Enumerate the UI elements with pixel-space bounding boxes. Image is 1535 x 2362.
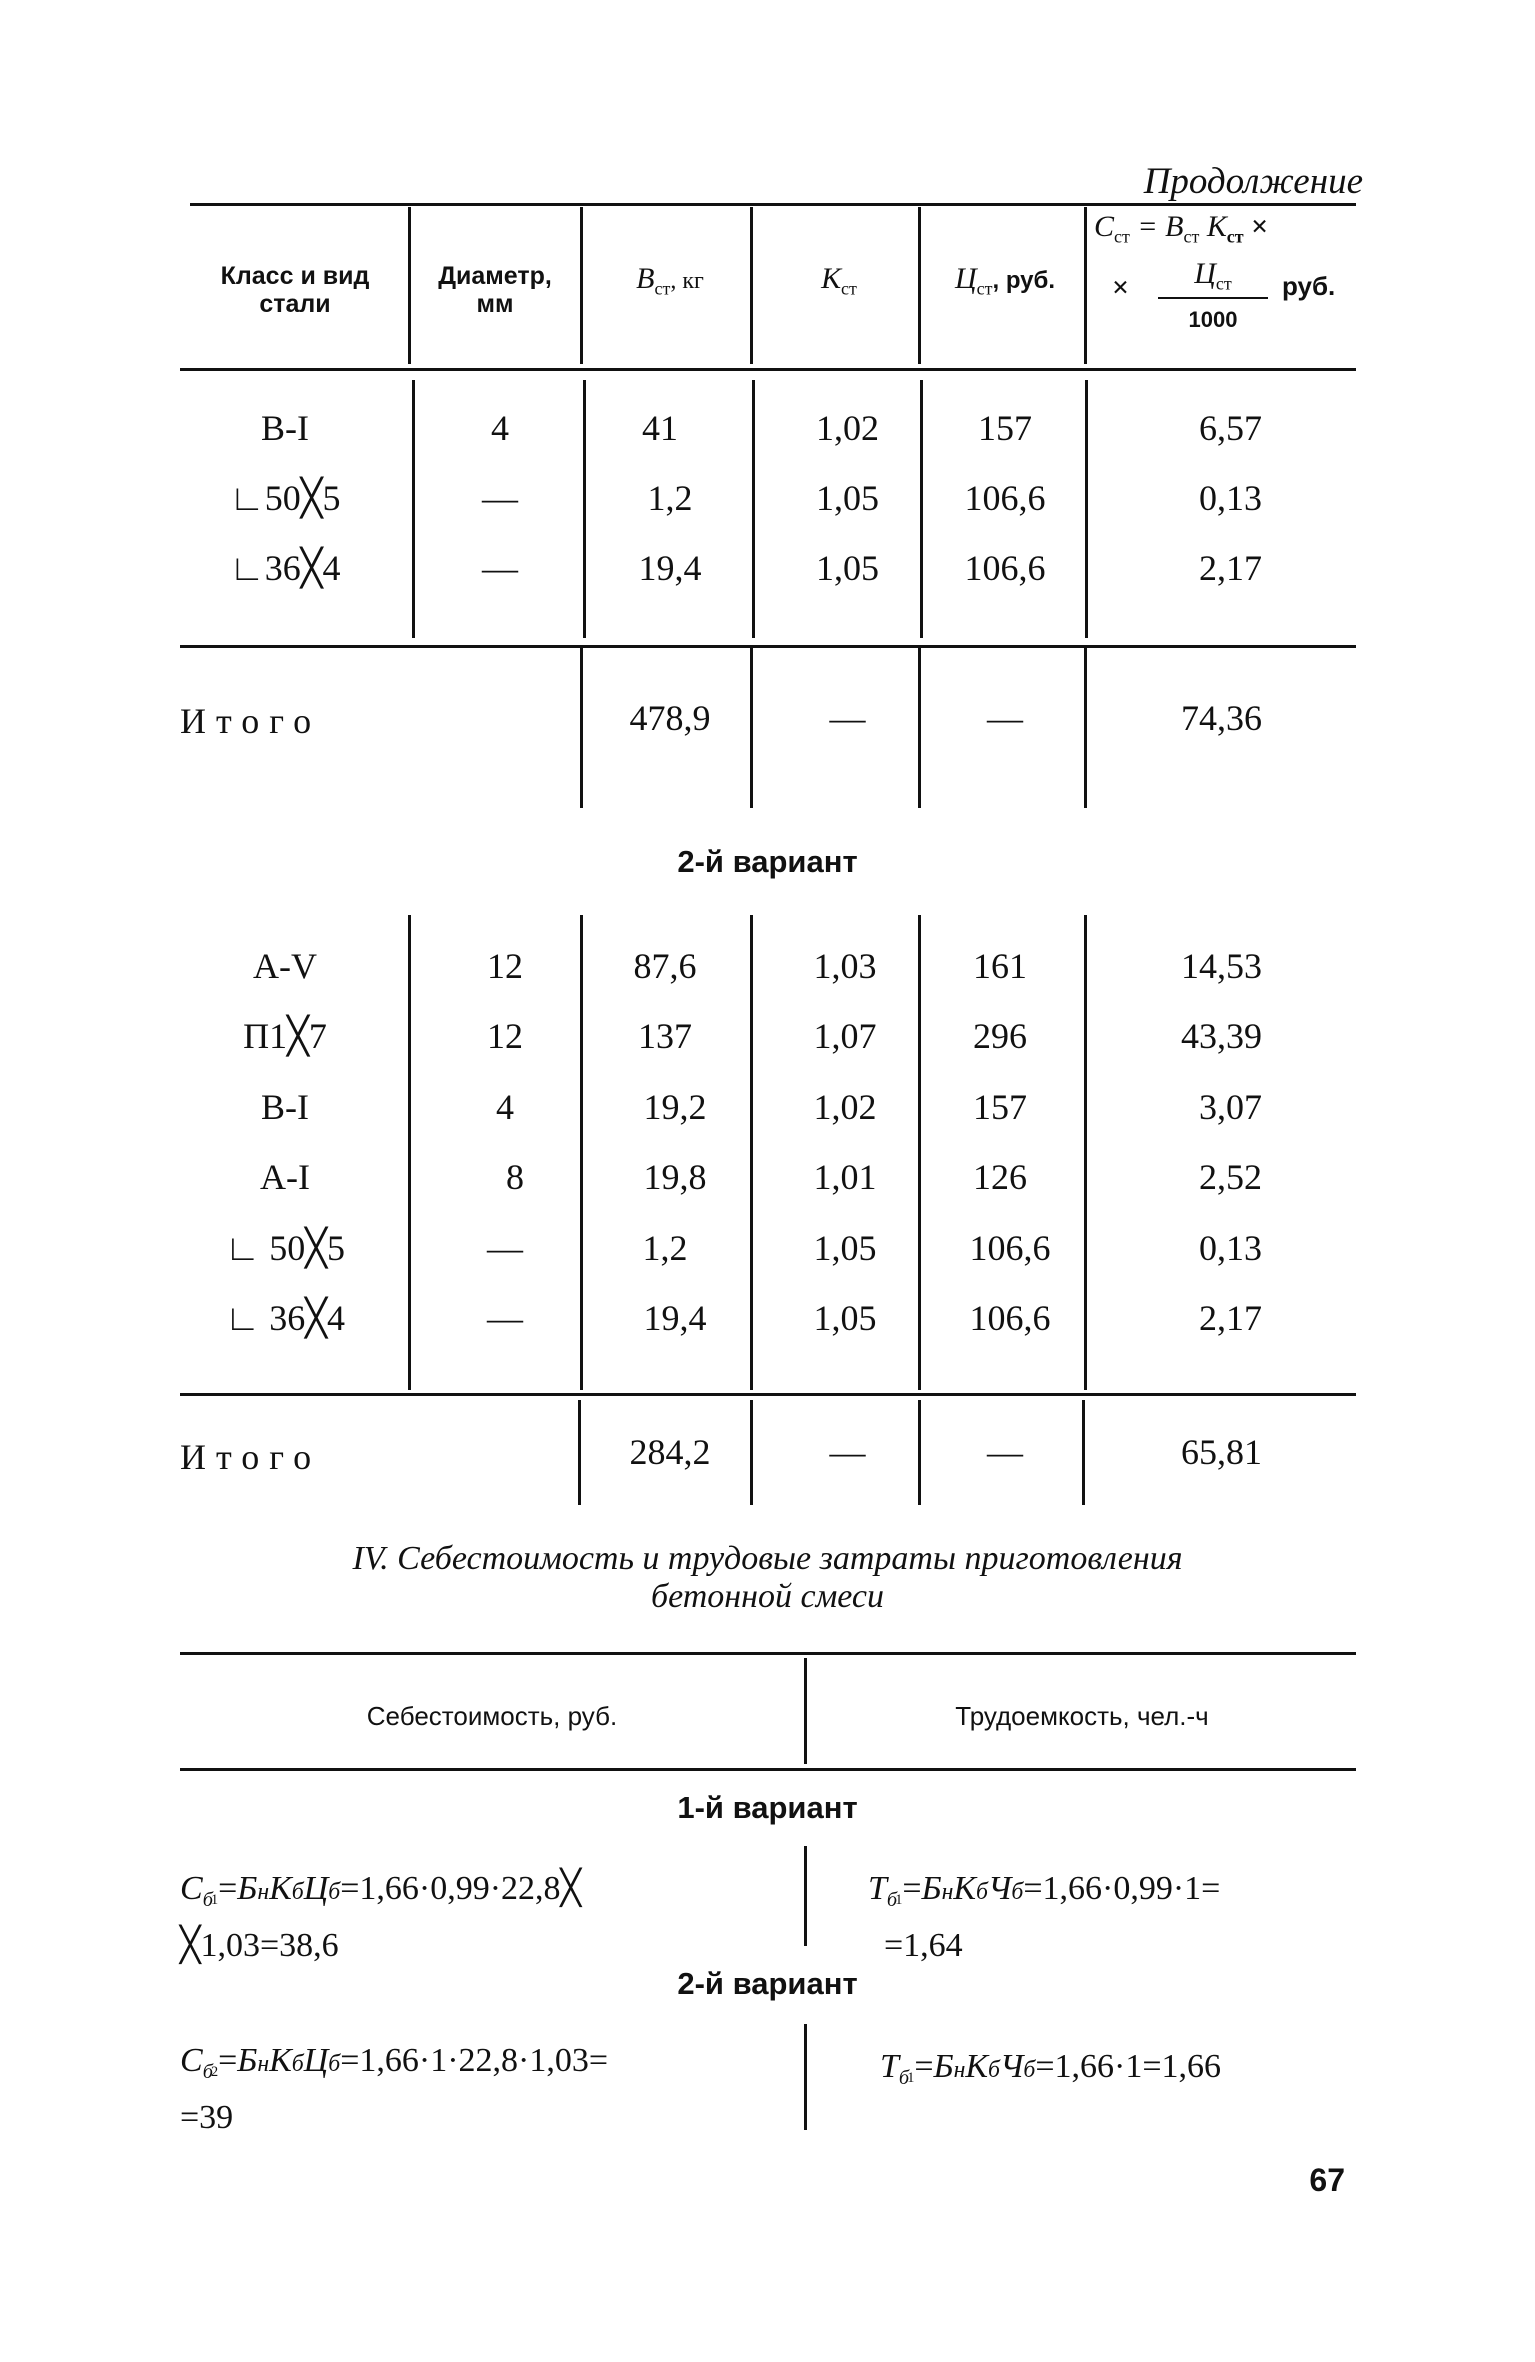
v2-labor-formula: $Т_{б1}=БнКбЧб=1,66\cdot 1=1,66$ (880, 2048, 1222, 2090)
header-k: $К_{ст}$ (821, 262, 857, 299)
continuation-label: Продолжение (1143, 161, 1363, 202)
mass-cell: 1,2 (642, 1228, 688, 1268)
section-title-line1: IV. Себестоимость и трудовые затраты приготовления (352, 1540, 1183, 1577)
total-cost: 74,36 (1181, 698, 1262, 738)
body-divider (1085, 380, 1088, 638)
price-cell: 157 (978, 408, 1032, 448)
steel-cell: А-V (253, 946, 317, 986)
steel-cell: ∟36╳4 (229, 548, 341, 588)
steel-cell: А-I (260, 1157, 310, 1197)
steel-cell: В-I (261, 408, 309, 448)
section-header-divider (804, 1658, 807, 1764)
diameter-cell: 12 (487, 1016, 523, 1056)
diameter-cell: — (487, 1298, 523, 1338)
price-cell: 296 (973, 1016, 1027, 1056)
header-price: $Ц_{ст}$, руб. (954, 262, 1056, 299)
cost-cell: 0,13 (1199, 1228, 1262, 1268)
table-top-rule (190, 203, 1356, 206)
group1-total-rule (180, 645, 1356, 648)
cost-cell: 3,07 (1199, 1087, 1262, 1127)
price-cell: 161 (973, 946, 1027, 986)
k-cell: 1,05 (816, 478, 879, 518)
k-cell: 1,01 (813, 1157, 877, 1197)
steel-cell: ∟ 50╳5 (225, 1228, 345, 1268)
price-cell: 157 (973, 1087, 1027, 1127)
total-label: Итого (180, 1437, 322, 1477)
header-diameter: Диаметр, мм (438, 262, 552, 318)
diameter-cell: 12 (487, 946, 523, 986)
k-cell: 1,05 (813, 1298, 877, 1338)
diameter-cell: — (482, 548, 518, 588)
header-divider (580, 207, 583, 364)
total-price: — (987, 698, 1023, 738)
v1-cost-formula: $С_{б1}=БнКбЦб=1,66\cdot 0,99\cdot 22,8╳$ ╳1,03=38,6 (180, 1870, 582, 1965)
group2-total-rule (180, 1393, 1356, 1396)
mass-cell: 137 (638, 1016, 692, 1056)
k-cell: 1,07 (813, 1016, 877, 1056)
k-cell: 1,05 (813, 1228, 877, 1268)
total-divider (578, 1400, 581, 1505)
total-mass: 478,9 (629, 698, 711, 738)
header-bottom-rule (180, 368, 1356, 371)
header-labor: Трудоемкость, чел.-ч (955, 1701, 1209, 1731)
total-k: — (829, 1432, 866, 1472)
cost-cell: 2,17 (1199, 1298, 1262, 1338)
total-divider (750, 648, 753, 808)
mass-cell: 1,2 (647, 478, 693, 518)
diameter-cell: — (487, 1228, 523, 1268)
header-divider (408, 207, 411, 364)
total-price: — (987, 1432, 1023, 1472)
body-divider (752, 380, 755, 638)
diameter-cell: 8 (506, 1157, 524, 1197)
diameter-cell: 4 (496, 1087, 514, 1127)
header-divider (918, 207, 921, 364)
body-divider (583, 380, 586, 638)
mass-cell: 41 (642, 408, 678, 448)
total-k: — (829, 698, 866, 738)
price-cell: 106,6 (969, 1298, 1051, 1338)
header-mass: $В_{ст}$, кг (636, 262, 704, 299)
total-divider (750, 1400, 753, 1505)
total-label: Итого (180, 701, 322, 741)
header-steel-class: Класс и вид стали (220, 262, 370, 318)
price-cell: 106,6 (964, 478, 1046, 518)
variant-1-heading: 1-й вариант (677, 1790, 858, 1825)
total-cost: 65,81 (1181, 1432, 1262, 1472)
cost-cell: 2,52 (1199, 1157, 1262, 1197)
body-divider (412, 380, 415, 638)
mass-cell: 19,2 (643, 1087, 707, 1127)
variant-2-heading: 2-й вариант (677, 844, 858, 879)
header-cost-formula: $С_{ст} = В_{ст}$ $К_{ст}$ × × $Ц_{ст}$ руб. 1000 (1094, 210, 1336, 333)
steel-cell: В-I (261, 1087, 309, 1127)
body-divider (580, 915, 583, 1390)
mass-cell: 19,4 (643, 1298, 707, 1338)
mass-cell: 87,6 (633, 946, 697, 986)
cost-cell: 0,13 (1199, 478, 1262, 518)
cost-cell: 6,57 (1199, 408, 1262, 448)
header-cost: Себестоимость, руб. (366, 1701, 618, 1731)
section-title-line2: бетонной смеси (650, 1578, 885, 1615)
v1-labor-formula: $Т_{б1}=БнКбЧб=1,66\cdot 0,99\cdot 1=$ =1,64 (868, 1870, 1221, 1965)
k-cell: 1,02 (813, 1087, 877, 1127)
k-cell: 1,02 (816, 408, 879, 448)
total-mass: 284,2 (629, 1432, 711, 1472)
total-divider (580, 648, 583, 808)
variant-2-heading-section: 2-й вариант (677, 1966, 858, 2001)
mass-cell: 19,8 (643, 1157, 707, 1197)
k-cell: 1,05 (816, 548, 879, 588)
diameter-cell: 4 (491, 408, 509, 448)
mass-cell: 19,4 (638, 548, 702, 588)
formula-divider (804, 2024, 807, 2130)
section-top-rule (180, 1652, 1356, 1655)
steel-cell: ∟50╳5 (229, 478, 341, 518)
formula-divider (804, 1846, 807, 1946)
price-cell: 106,6 (964, 548, 1046, 588)
section-header-bottom-rule (180, 1768, 1356, 1771)
price-cell: 126 (973, 1157, 1027, 1197)
header-divider (750, 207, 753, 364)
body-divider (408, 915, 411, 1390)
cost-cell: 43,39 (1181, 1016, 1262, 1056)
steel-cell: П1╳7 (243, 1016, 327, 1056)
v2-cost-formula: $С_{б2}=БнКбЦб=1,66\cdot 1\cdot 22,8\cdot 1,03=$ =39 (180, 2042, 609, 2137)
cost-cell: 14,53 (1181, 946, 1262, 986)
k-cell: 1,03 (813, 946, 877, 986)
diameter-cell: — (482, 478, 518, 518)
page-number: 67 (1309, 2162, 1345, 2198)
steel-cell: ∟ 36╳4 (225, 1298, 345, 1338)
cost-cell: 2,17 (1199, 548, 1262, 588)
price-cell: 106,6 (969, 1228, 1051, 1268)
